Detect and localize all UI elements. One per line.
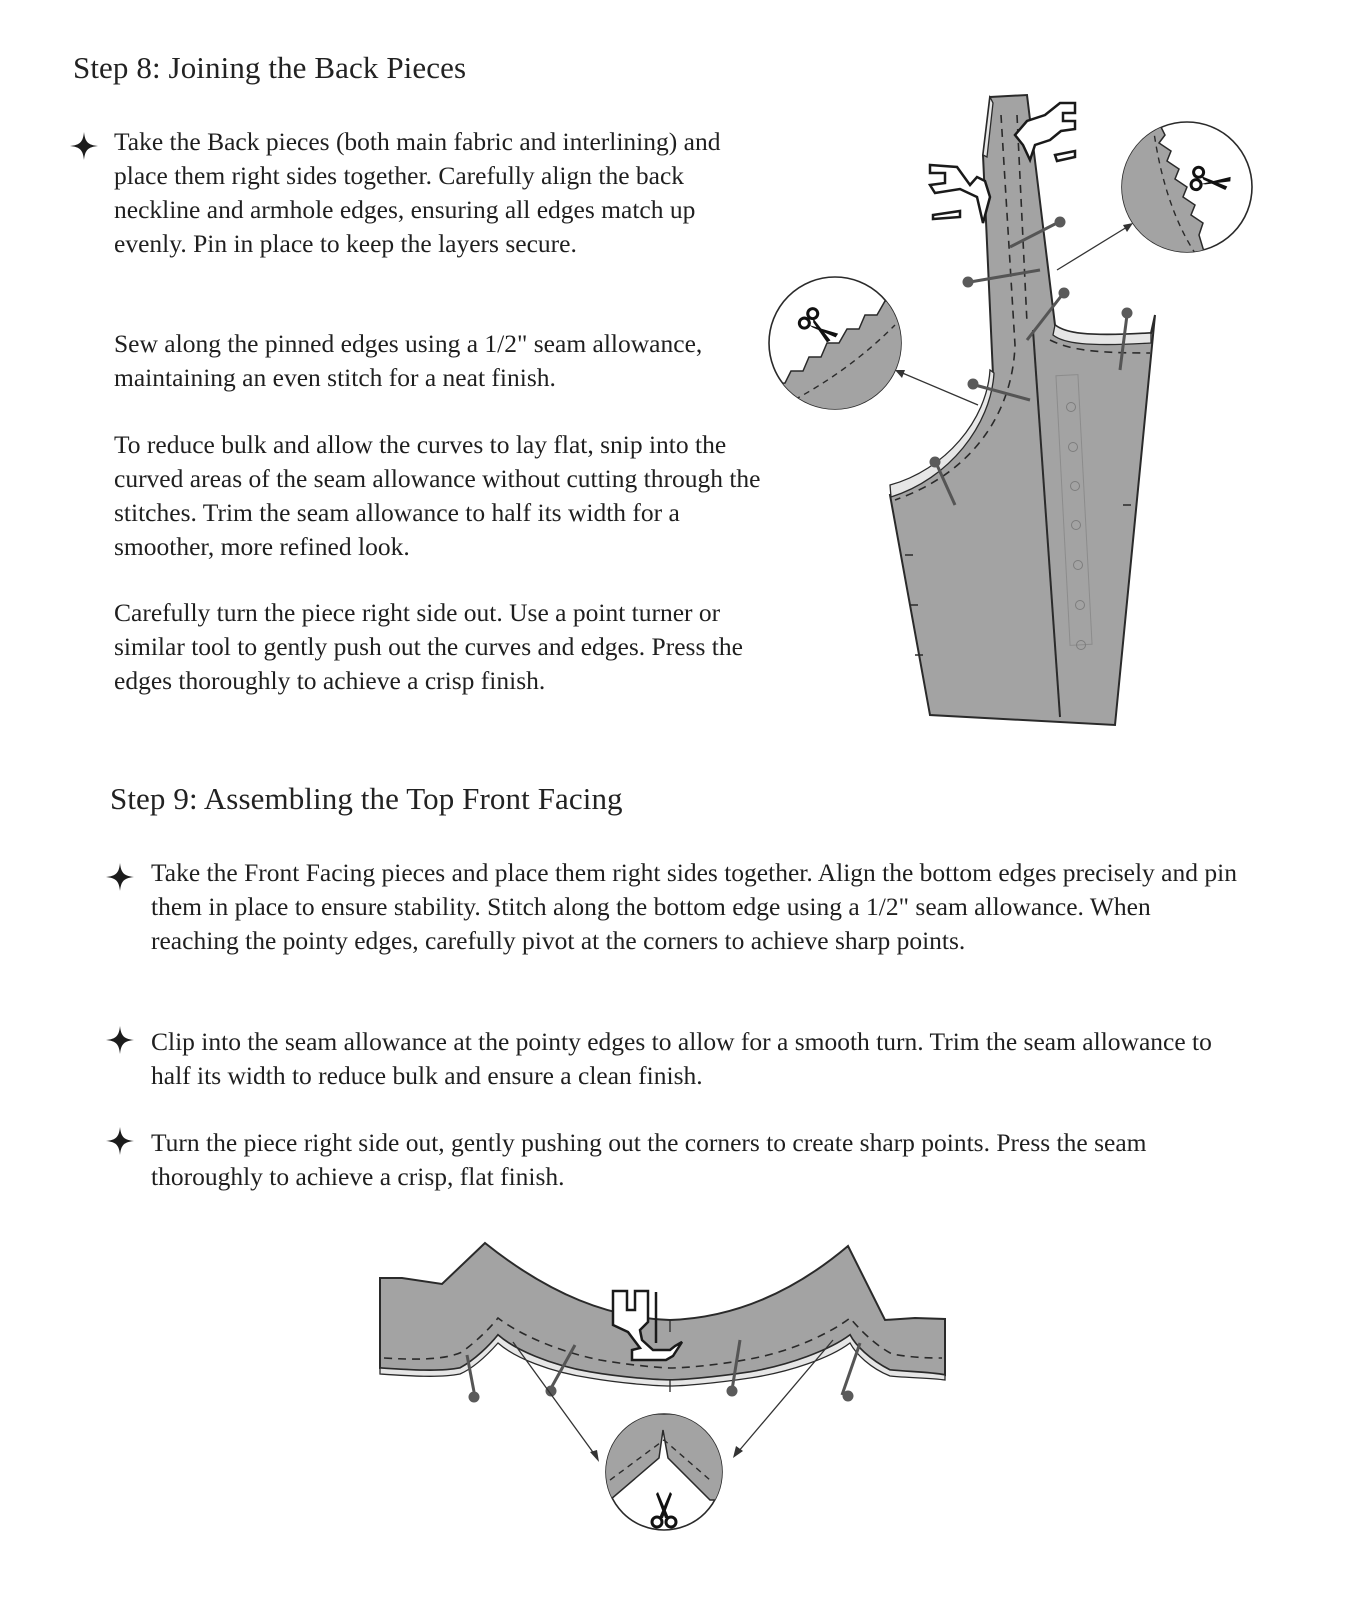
clip-curve-detail: [769, 277, 978, 425]
star-bullet-icon: [105, 1126, 135, 1156]
step-8-title: Step 8: Joining the Back Pieces: [73, 50, 467, 85]
step-8-paragraph-2: Sew along the pinned edges using a 1/2" seam allowance, maintaining an even stitch for a neat finish.: [114, 329, 703, 392]
step-8-paragraph-4: Carefully turn the piece right side out. Use a point turner or similar tool to gently push out the curves and edges. Press the edges thoroughly to achieve a crisp finish.: [114, 598, 743, 695]
clip-curve-detail: [1057, 122, 1252, 270]
step-9-bullet-3: Turn the piece right side out, gently pushing out the corners to create sharp points. Press the seam thoroughly to achieve a crisp, flat finish.: [151, 1128, 1147, 1191]
front-facing-shape: [380, 1243, 945, 1392]
step-8-paragraph-1: Take the Back pieces (both main fabric and interlining) and place them right sides together. Carefully align the back neckline and armhole edges, ensuring all edges match up evenly. Pin in place to keep the layers secure.: [114, 127, 721, 258]
front-facing-illustration: [370, 1200, 970, 1610]
step-9-bullet-2: Clip into the seam allowance at the pointy edges to allow for a smooth turn. Trim the seam allowance to half its width to reduce bulk and ensure a clean finish.: [151, 1027, 1212, 1090]
step-8-paragraph-3: To reduce bulk and allow the curves to lay flat, snip into the curved areas of the seam allowance without cutting through the stitches. Trim the seam allowance to half its width for a smoother, more refined look.: [114, 430, 761, 561]
step-9-title: Step 9: Assembling the Top Front Facing: [110, 781, 623, 816]
step-9-bullet-1: Take the Front Facing pieces and place them right sides together. Align the bottom edges precisely and pin them in place to ensure stability. Stitch along the bottom edge using a 1/2" seam allowance. When reaching the pointy edges, carefully pivot at the corners to achieve sharp points.: [151, 858, 1237, 955]
star-bullet-icon: [105, 862, 135, 892]
star-bullet-icon: [105, 1025, 135, 1055]
back-bodice-shape: [890, 95, 1155, 725]
clip-corner-detail: [600, 1414, 730, 1530]
back-pieces-illustration: [765, 85, 1265, 735]
star-bullet-icon: [69, 131, 99, 161]
